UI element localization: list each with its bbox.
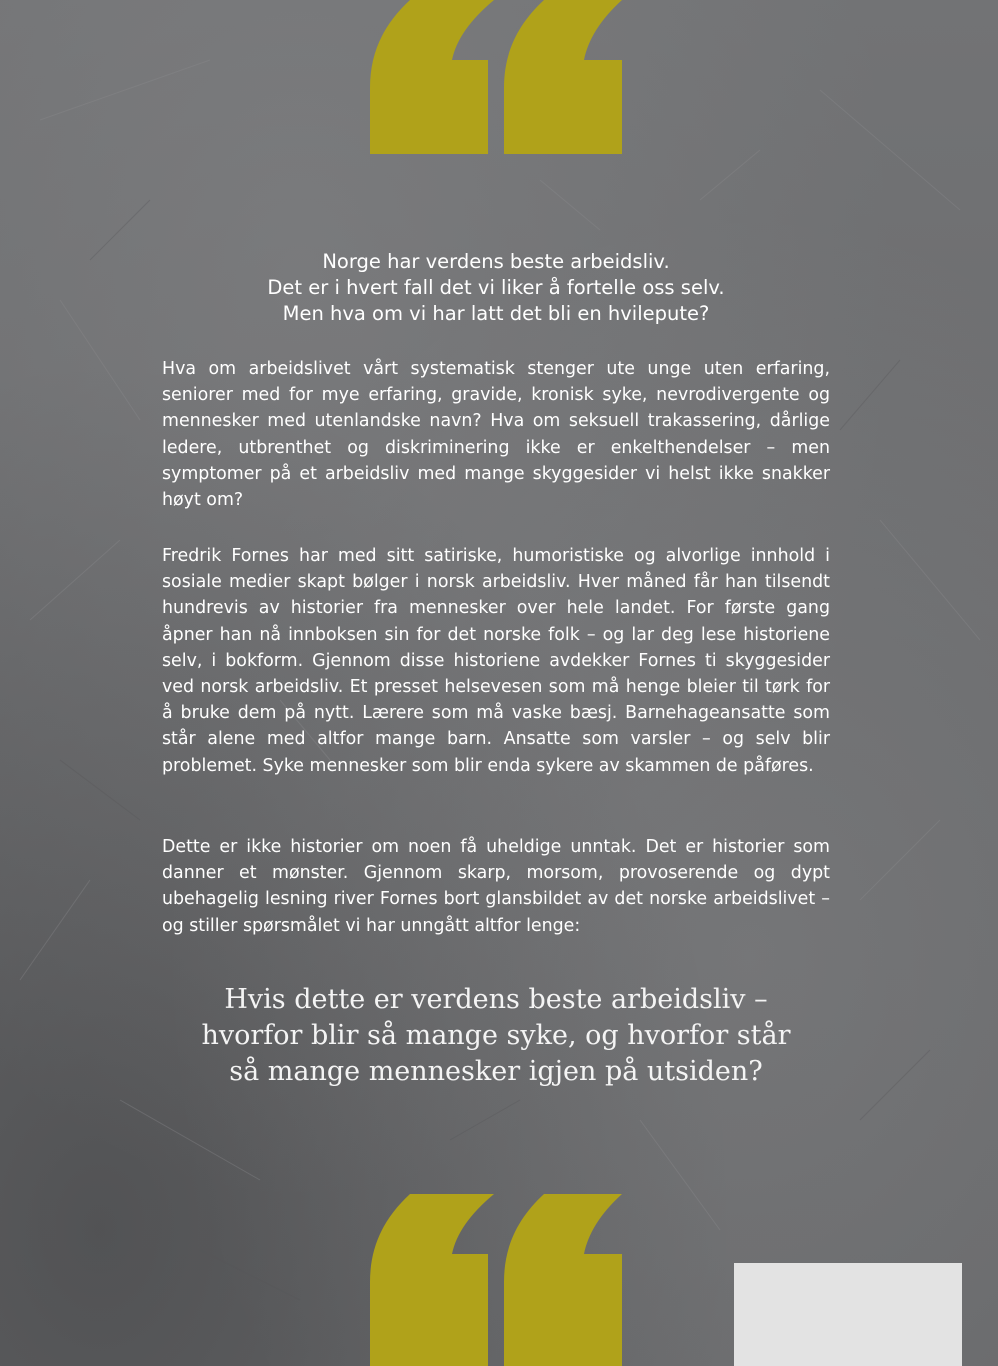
intro-line: Men hva om vi har latt det bli en hvilepute?: [282, 302, 710, 325]
intro-line: Det er i hvert fall det vi liker å fortelle oss selv.: [267, 276, 725, 299]
closing-line: hvorfor blir så mange syke, og hvorfor står: [201, 1020, 791, 1051]
intro-text: [162, 249, 830, 327]
intro-line: Norge har verdens beste arbeidsliv.: [322, 250, 670, 273]
paragraph: Dette er ikke historier om noen få uheldige unntak. Det er historier som danner et mønster. Gjennom skarp, morsom, provoserende og dypt ubehagelig lesning river Fornes bort glansbildet av det norske arbeidslivet – og stiller spørsmålet vi har unngått altfor lenge:: [162, 837, 830, 936]
quotation-mark-icon: [370, 0, 622, 154]
barcode-area: [734, 1263, 962, 1366]
quotation-mark-icon: [370, 1194, 622, 1366]
closing-line: Hvis dette er verdens beste arbeidsliv –: [224, 984, 768, 1015]
paragraph: Hva om arbeidslivet vårt systematisk stenger ute unge uten erfaring, seniorer med for mye erfaring, gravide, kronisk syke, nevrodivergente og mennesker med utenlandske navn? Hva om seksuell trakassering, dårlige ledere, utbrenthet og diskriminering ikke er enkelthendelser – men symptomer på et arbeidsliv med mange skyggesider vi helst ikke snakker høyt om?: [162, 359, 830, 511]
closing-line: så mange mennesker igjen på utsiden?: [229, 1056, 763, 1087]
paragraph: Fredrik Fornes har med sitt satiriske, humoristiske og alvorlige innhold i sosiale medier skapt bølger i norsk arbeidsliv. Hver måned får han tilsendt hundrevis av historier fra mennesker over hele landet. For første gang åpner han nå innboksen sin for det norske folk – og lar deg lese historiene selv, i bokform. Gjennom disse historiene avdekker Fornes ti skyggesider ved norsk arbeidsliv. Et presset helsevesen som må henge bleier til tørk for å bruke dem på nytt. Lærere som må vaske bæsj. Barnehageansatte som står alene med altfor mange barn. Ansatte som varsler – og selv blir problemet. Syke mennesker som blir enda sykere av skammen de påføres.: [162, 546, 830, 776]
closing-question: [150, 982, 842, 1090]
